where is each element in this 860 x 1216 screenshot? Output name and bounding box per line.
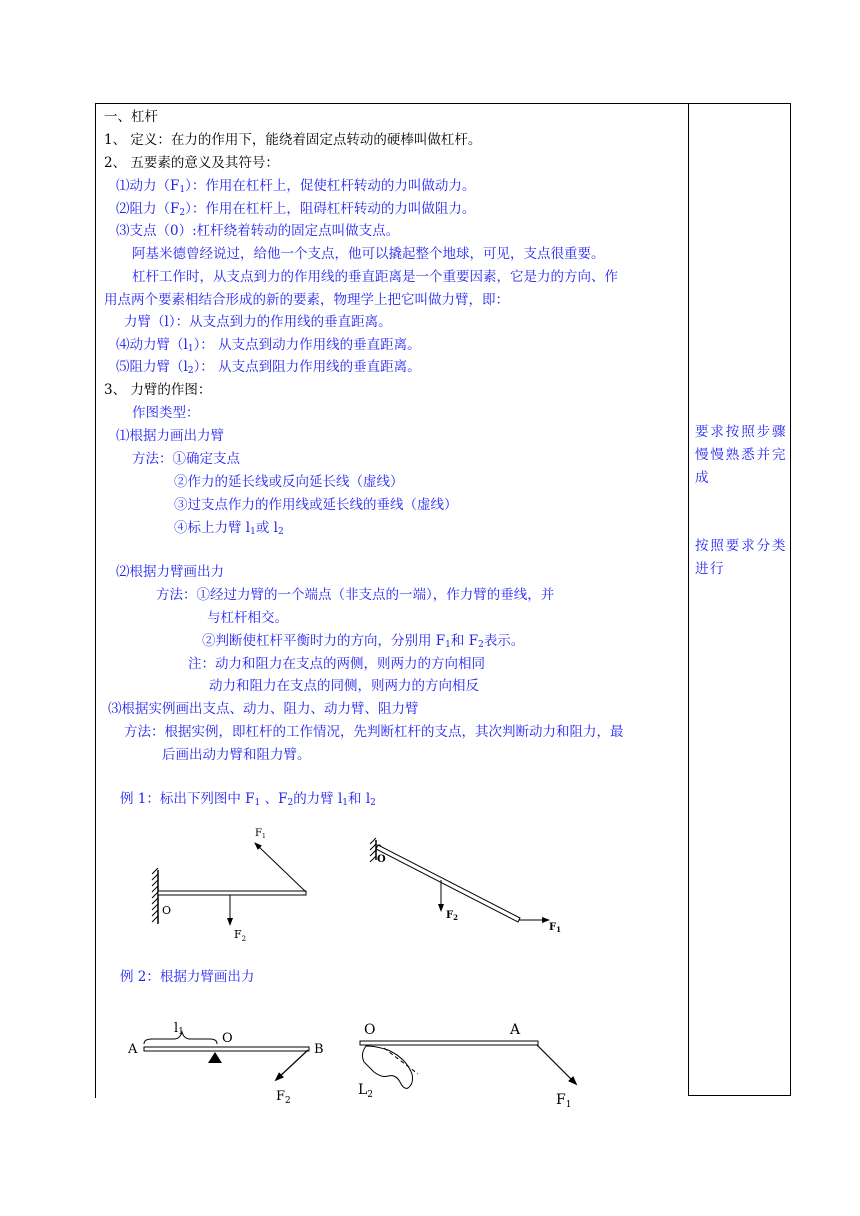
force-f2-arrow-3 xyxy=(278,1050,308,1078)
side-notes-column xyxy=(688,103,791,1096)
element-resistance-arm: ⑸阻力臂$(l_2)$： 从支点到阻力作用线的垂直距离。 xyxy=(116,359,421,376)
method2-title: ⑵根据力臂画出力 xyxy=(116,564,224,580)
wall-hatch-2 xyxy=(370,838,376,862)
label-l1-3: l1 xyxy=(174,1021,184,1037)
label-a-3: A xyxy=(128,1042,138,1057)
lever-work-text-1: 杠杆工作时，从支点到力的作用线的垂直距离是一个重要因素，它是力的方向、作 xyxy=(132,269,618,285)
method1-title: ⑴根据力画出力臂 xyxy=(116,428,224,444)
example2-title: 例 2：根据力臂画出力 xyxy=(120,969,255,985)
section-heading: 一、杠杆 xyxy=(104,109,158,125)
arm-definition: 力臂（l）：从支点到力的作用线的垂直距离。 xyxy=(124,314,392,330)
figure-slanted-lever xyxy=(366,832,566,942)
element-effort-arm: ⑷动力臂$(l_1)$： 从支点到动力作用线的垂直距离。 xyxy=(116,337,421,354)
method1-step3: ③过支点作力的作用线或延长线的垂线（虚线） xyxy=(174,497,458,513)
label-f2-3: $F_2$ xyxy=(276,1089,291,1106)
lever-bar-4 xyxy=(360,1041,538,1045)
lever-bar xyxy=(158,891,306,895)
five-elements-heading: 2、 五要素的意义及其符号： xyxy=(104,155,279,171)
element-fulcrum: ⑶支点（0）:杠杆绕着转动的固定点叫做支点。 xyxy=(116,223,400,239)
method2-note2: 动力和阻力在支点的同侧，则两力的方向相反 xyxy=(209,678,479,694)
drawing-heading: 3、 力臂的作图： xyxy=(104,382,212,398)
wall-hatch xyxy=(152,868,158,924)
label-f1-4: $F_1$ xyxy=(556,1092,572,1110)
label-o-2: O xyxy=(377,854,386,865)
method3-step1: 方法：根据实例，即杠杆的工作情况，先判断杠杆的支点，其次判断动力和阻力，最 xyxy=(124,724,624,740)
example1-title: 例 1：标出下列图中 $F_1$ 、$F_2$的力臂 $l_1$和 $l_2$ xyxy=(120,791,376,808)
table-left-border xyxy=(95,103,96,1098)
label-b-3: B xyxy=(314,1042,324,1057)
method2-note1: 注：动力和阻力在支点的两侧，则两力的方向相同 xyxy=(188,656,485,672)
table-top-border xyxy=(95,103,689,104)
bracket-shape xyxy=(362,1046,412,1088)
label-f1: $F_1$ xyxy=(255,828,266,840)
element-effort-force: ⑴动力$(F_1)$：作用在杠杆上，促使杠杆转动的力叫做动力。 xyxy=(116,178,476,195)
method3-step1b: 后画出动力臂和阻力臂。 xyxy=(162,747,311,763)
element-resistance-force: ⑵阻力$(F_2)$：作用在杠杆上，阻碍杠杆转动的力叫做阻力。 xyxy=(116,201,476,218)
label-o: O xyxy=(162,904,172,917)
lever-bar-3 xyxy=(144,1047,309,1051)
label-o-4: O xyxy=(364,1022,376,1038)
drawing-types: 作图类型： xyxy=(132,405,200,421)
method2-step1b: 与杠杆相交。 xyxy=(207,610,288,626)
label-o-3: O xyxy=(222,1031,233,1046)
force-f1-arrow xyxy=(257,845,306,892)
label-f1-2: $F_1$ xyxy=(549,922,561,934)
label-f2: $F_2$ xyxy=(234,928,247,943)
figure-lever-arm-l1 xyxy=(122,1012,330,1112)
figure-horizontal-lever xyxy=(148,822,318,947)
fulcrum-triangle xyxy=(208,1052,222,1063)
side-note-classify: 按照要求分类进行 xyxy=(695,538,787,577)
archimedes-text: 阿基米德曾经说过，给他一个支点，他可以撬起整个地球，可见，支点很重要。 xyxy=(132,246,605,262)
method2-step1: 方法：①经过力臂的一个端点（非支点的一端），作力臂的垂线，并 xyxy=(156,587,555,603)
method3-title: ⑶根据实例画出支点、动力、阻力、动力臂、阻力臂 xyxy=(108,701,419,717)
label-l2-4: $L_2$ xyxy=(358,1082,374,1100)
label-f2-2: $F_2$ xyxy=(446,910,458,922)
method2-step2: ②判断使杠杆平衡时力的方向，分别用 $F_1$和 $F_2$表示。 xyxy=(202,633,525,650)
method1-step1: 方法：①确定支点 xyxy=(132,451,240,467)
lever-work-text-2: 用点两个要素相结合形成的新的要素，物理学上把它叫做力臂，即： xyxy=(104,292,509,308)
label-a-4: A xyxy=(510,1022,521,1038)
side-note-steps: 要求按照步骤慢慢熟悉并完成 xyxy=(695,424,787,486)
force-f1-arrow-4 xyxy=(537,1045,574,1082)
definition-text: 1、 定义：在力的作用下，能绕着固定点转动的硬棒叫做杠杆。 xyxy=(104,132,482,148)
figure-lever-arm-l2 xyxy=(352,1012,587,1116)
method1-step2: ②作力的延长线或反向延长线（虚线） xyxy=(174,474,404,490)
method1-step4: ④标上力臂 $l_1$或 $l_2$ xyxy=(174,520,284,537)
